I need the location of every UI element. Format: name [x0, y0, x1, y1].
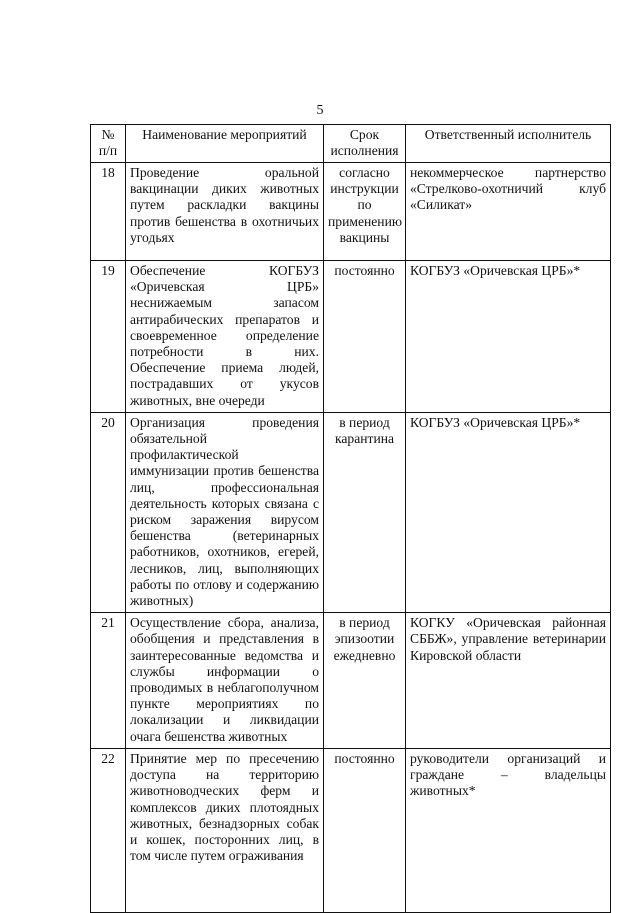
table-row: [91, 412, 611, 612]
table-row: [91, 748, 611, 912]
row-num: 18: [91, 163, 126, 261]
row-responsible: КОГБУЗ «Оричевская ЦРБ»*: [406, 261, 611, 413]
row-responsible: некоммерческое партнерство «Стрелково-охотничий клуб «Силикат»: [406, 163, 611, 261]
row-num: 20: [91, 412, 126, 612]
table-row: [91, 613, 611, 749]
row-name: Осуществление сбора, анализа, обобщения и представления в заинтересованные ведомства и службы информации о проводимых в неблагополучном пункте мероприятиях по локализации и ликвидации очага бешенства животных: [126, 613, 324, 749]
page-number: 5: [316, 103, 324, 118]
row-term: в период карантина: [324, 412, 406, 612]
row-num: 22: [91, 748, 126, 912]
row-responsible: КОГБУЗ «Оричевская ЦРБ»*: [406, 412, 611, 612]
header-responsible: Ответственный исполнитель: [406, 125, 611, 163]
row-name: Обеспечение КОГБУЗ «Оричевская ЦРБ» неснижаемым запасом антирабических препаратов и своевременное определение потребности в них. Обеспечение приема людей, пострадавших от укусов животных, вне очереди: [126, 261, 324, 413]
row-num: 21: [91, 613, 126, 749]
row-responsible: руководители организаций и граждане – владельцы животных*: [406, 748, 611, 912]
measures-table: [90, 124, 611, 913]
row-num: 19: [91, 261, 126, 413]
row-term: согласно инструкции по применению вакцины: [324, 163, 406, 261]
table-row: [91, 163, 611, 261]
table-header-row: [91, 125, 611, 163]
row-name: Принятие мер по пресечению доступа на территорию животноводческих ферм и комплексов диких плотоядных животных, безнадзорных собак и кошек, посторонних лиц, в том числе путем ограживания: [126, 748, 324, 912]
row-term: постоянно: [324, 748, 406, 912]
table-row: [91, 261, 611, 413]
header-num: № п/п: [91, 125, 126, 163]
row-responsible: КОГКУ «Оричевская районная СББЖ», управление ветеринарии Кировской области: [406, 613, 611, 749]
header-name: Наименование мероприятий: [126, 125, 324, 163]
row-name: Организация проведения обязательной профилактической иммунизации против бешенства лиц, профессиональная деятельность которых связана с риском заражения вирусом бешенства (ветеринарных работников, охотников, егерей, лесников, лиц, выполняющих работы по отлову и содержанию животных): [126, 412, 324, 612]
header-term: Срок исполнения: [324, 125, 406, 163]
row-term: в период эпизоотии ежедневно: [324, 613, 406, 749]
row-name: Проведение оральной вакцинации диких животных путем раскладки вакцины против бешенства в охотничьих угодьях: [126, 163, 324, 261]
row-term: постоянно: [324, 261, 406, 413]
